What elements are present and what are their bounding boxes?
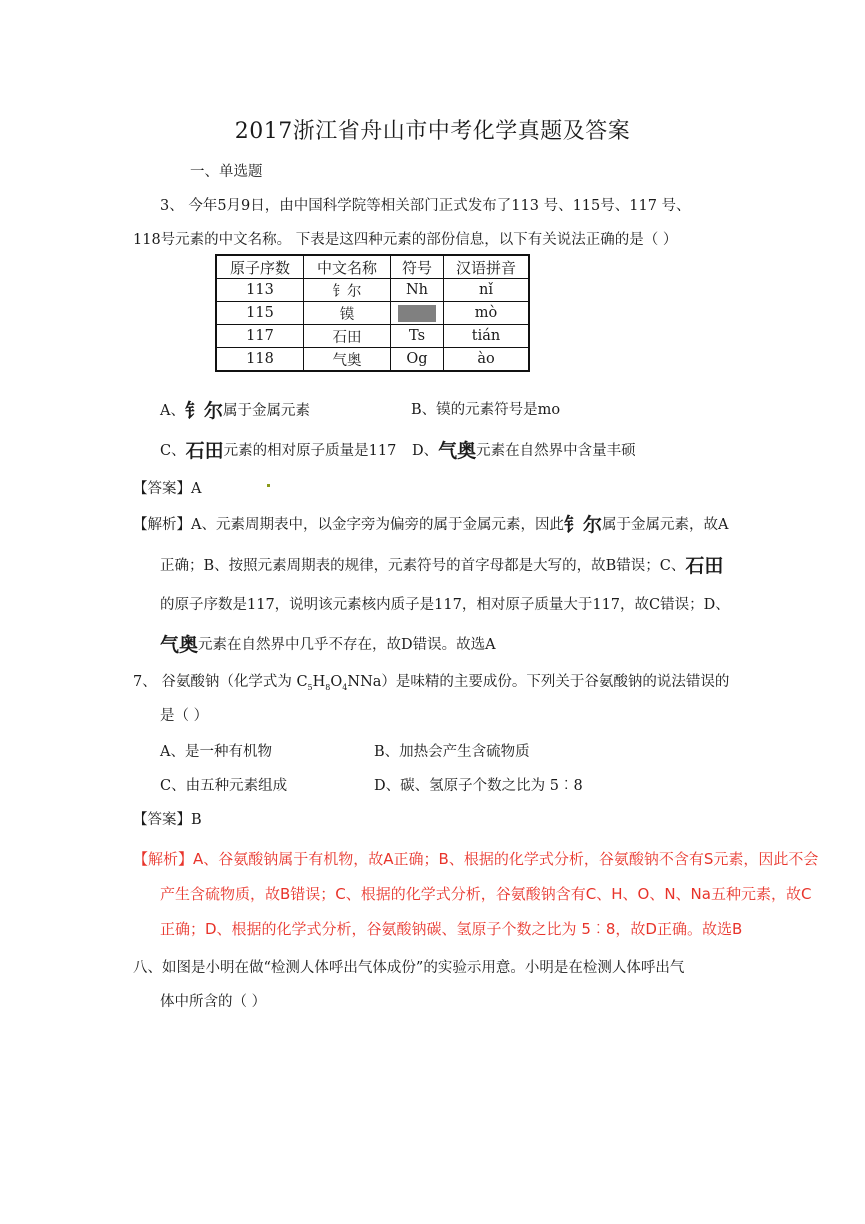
table-header: 符号 [391, 255, 444, 279]
redacted-block [398, 305, 436, 322]
table-header: 原子序数 [216, 255, 304, 279]
formula-subscript: 8 [325, 682, 331, 692]
option-label: C、 [160, 443, 186, 459]
q3-analysis-line3: 的原子序数是117，说明该元素核内质子是117，相对原子质量大于117，故C错误；D、 [160, 597, 730, 613]
q3-analysis-line1 [133, 510, 728, 537]
formula-subscript: 5 [307, 682, 313, 692]
q3-option-a [160, 396, 310, 423]
formula-subscript: 4 [342, 682, 348, 692]
q3-option-d [412, 436, 636, 463]
formula-element: O [330, 674, 343, 690]
element-glyph: 钅尔 [563, 514, 602, 536]
table-header: 中文名称 [304, 255, 391, 279]
element-table [215, 254, 530, 372]
table-cell: 118 [216, 348, 304, 372]
table-cell: 石田 [304, 325, 391, 348]
element-glyph: 钅尔 [184, 400, 223, 422]
q3-line1: 3、 今年5月9日，由中国科学院等相关部门正式发布了113 号、115号、117 号、 [160, 198, 691, 214]
q3-option-c [160, 436, 396, 463]
analysis-text: 元素在自然界中几乎不存在，故D错误。故选A [198, 637, 496, 653]
table-cell: 113 [216, 279, 304, 302]
q8-line2: 体中所含的（ ） [160, 994, 267, 1010]
q7-option-c: C、由五种元素组成 [160, 778, 288, 794]
option-text: 元素在自然界中含量丰硕 [476, 443, 636, 459]
formula-element: H [312, 674, 326, 690]
q8-line1: 八、如图是小明在做“检测人体呼出气体成份”的实验示用意。小明是在检测人体呼出气 [133, 960, 685, 976]
option-text: 元素的相对原子质量是117 [223, 443, 397, 459]
table-cell: 气奥 [304, 348, 391, 372]
table-cell: tián [444, 325, 530, 348]
analysis-text: 正确；B、按照元素周期表的规律，元素符号的首字母都是大写的，故B错误；C、 [160, 558, 686, 574]
table-cell: Og [391, 348, 444, 372]
element-glyph: 石田 [185, 440, 224, 462]
symbol-redacted-cell [391, 302, 444, 325]
section-heading: 一、单选题 [190, 164, 263, 180]
table-cell: 镆 [304, 302, 391, 325]
table-row [216, 279, 529, 302]
element-glyph: 气奥 [438, 440, 477, 462]
q7-analysis-line1: 【解析】A、谷氨酸钠属于有机物，故A正确；B、根据的化学式分析，谷氨酸钠不含有S元素，因此不会 [133, 850, 819, 868]
q3-answer: 【答案】A [133, 481, 202, 497]
q7-line1 [133, 670, 729, 692]
option-text: 属于金属元素 [223, 403, 310, 419]
q3-option-b: B、镆的元素符号是mo [411, 402, 561, 418]
q7-analysis-line3: 正确；D、根据的化学式分析，谷氨酸钠碳、氢原子个数之比为 5︰8，故D正确。故选B [160, 920, 743, 938]
stray-dot [267, 484, 270, 487]
element-glyph: 气奥 [160, 634, 199, 656]
q7-line2: 是（ ） [160, 708, 209, 724]
table-row [216, 348, 529, 372]
table-row [216, 325, 529, 348]
option-label: A、 [160, 403, 185, 419]
formula-element: NNa [347, 674, 382, 690]
table-header: 汉语拼音 [444, 255, 530, 279]
table-cell: nǐ [444, 279, 530, 302]
q7-option-a: A、是一种有机物 [160, 744, 272, 760]
q3-line2: 118号元素的中文名称。 下表是这四种元素的部份信息，以下有关说法正确的是（ ） [133, 232, 678, 248]
analysis-text: 属于金属元素，故A [602, 517, 729, 533]
table-cell: ào [444, 348, 530, 372]
table-cell: 115 [216, 302, 304, 325]
question-text: 7、 谷氨酸钠（化学式为 C [133, 674, 308, 690]
q7-answer: 【答案】B [133, 812, 202, 828]
option-label: D、 [412, 443, 439, 459]
q7-option-d: D、碳、氢原子个数之比为 5︰8 [374, 778, 583, 794]
table-cell: 117 [216, 325, 304, 348]
table-header-row [216, 255, 529, 279]
table-row [216, 302, 529, 325]
analysis-text: 【解析】A、元素周期表中，以金字旁为偏旁的属于金属元素，因此 [133, 517, 564, 533]
element-glyph: 石田 [685, 555, 724, 577]
q7-option-b: B、加热会产生含硫物质 [374, 744, 530, 760]
q3-analysis-line4 [160, 630, 496, 657]
q3-analysis-line2 [160, 551, 723, 578]
question-text: ）是味精的主要成份。下列关于谷氨酸钠的说法错误的 [381, 674, 730, 690]
table-cell: Nh [391, 279, 444, 302]
table-cell: Ts [391, 325, 444, 348]
table-cell: 钅尔 [304, 279, 391, 302]
q7-analysis-line2: 产生含硫物质，故B错误；C、根据的化学式分析，谷氨酸钠含有C、H、O、N、Na五种元素，故C [160, 885, 812, 903]
page-title: 2017浙江省舟山市中考化学真题及答案 [234, 119, 631, 144]
table-cell: mò [444, 302, 530, 325]
